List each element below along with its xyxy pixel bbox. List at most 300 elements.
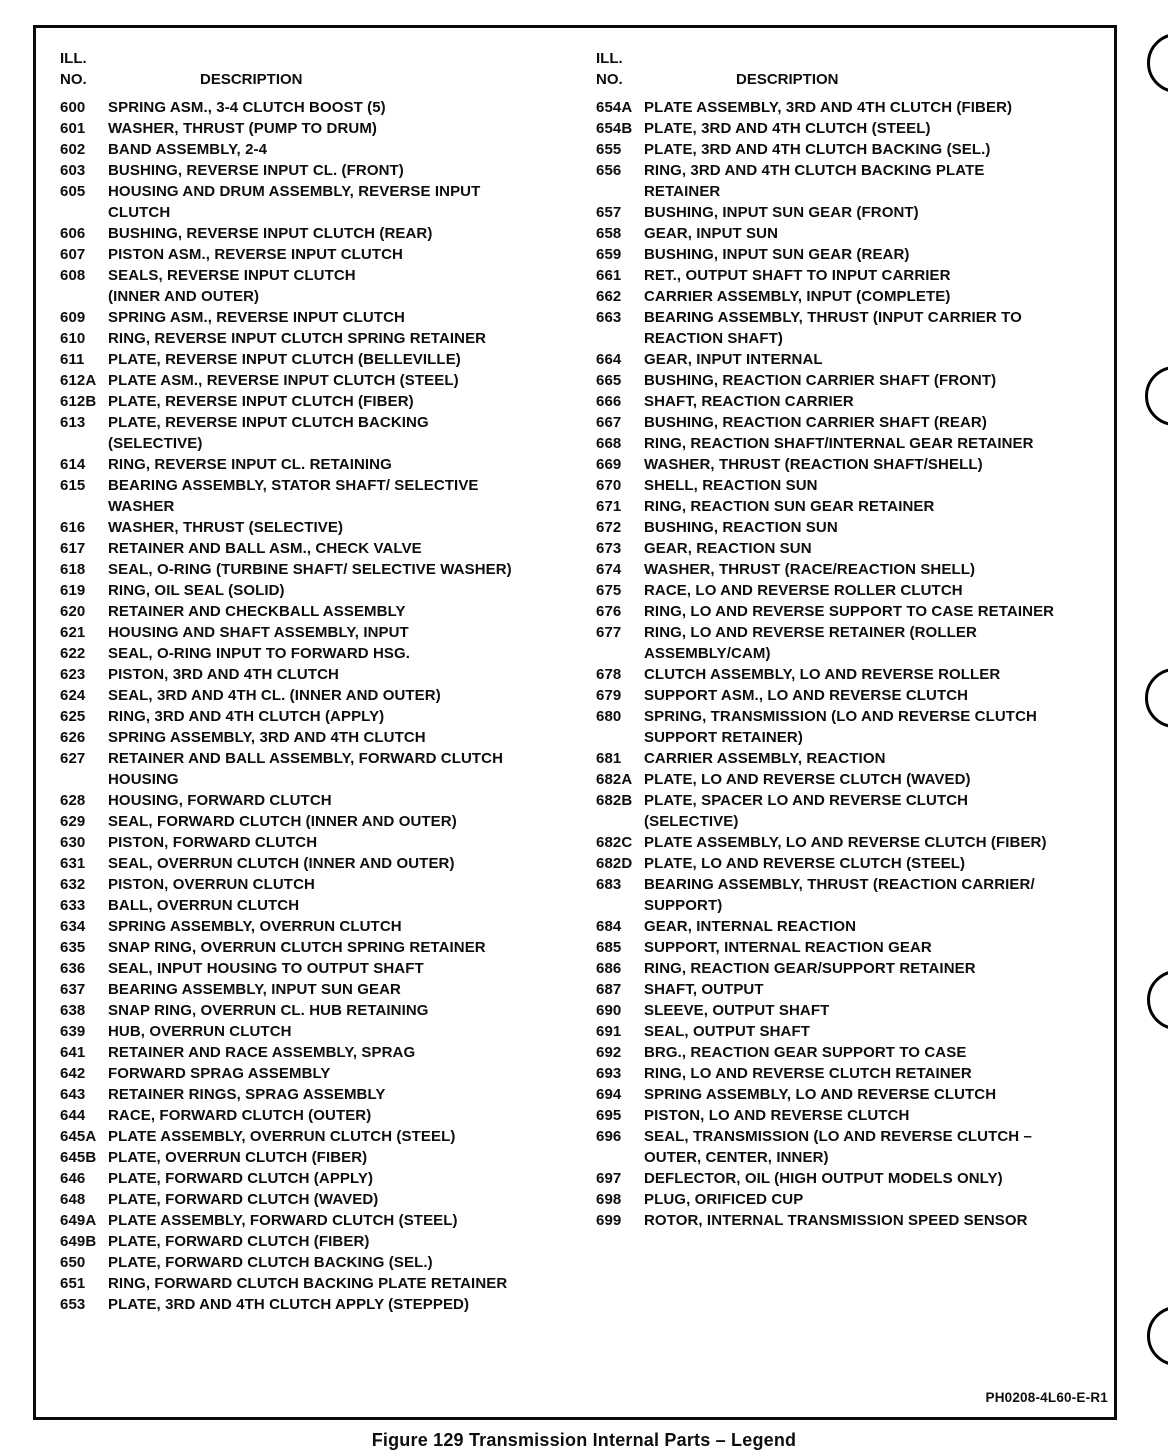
- part-description: RING, 3RD AND 4TH CLUTCH BACKING PLATE RETAINER: [644, 162, 985, 200]
- part-description: PLATE, 3RD AND 4TH CLUTCH BACKING (SEL.): [644, 141, 991, 158]
- part-row: [60, 328, 565, 349]
- part-description: PLATE ASSEMBLY, OVERRUN CLUTCH (STEEL): [108, 1128, 456, 1145]
- part-row: [596, 349, 1121, 370]
- description-header: DESCRIPTION: [736, 71, 839, 88]
- part-description: PLATE, 3RD AND 4TH CLUTCH APPLY (STEPPED): [108, 1296, 470, 1313]
- part-description: SEAL, O-RING (TURBINE SHAFT/ SELECTIVE WASHER): [108, 561, 512, 578]
- parts-list-right: [596, 97, 1121, 1231]
- part-description: CARRIER ASSEMBLY, REACTION: [644, 750, 886, 767]
- part-number: 602: [60, 141, 86, 158]
- part-row: [60, 538, 565, 559]
- part-number: 671: [596, 498, 622, 515]
- hole-punch-mark: [1147, 970, 1168, 1030]
- part-description: BUSHING, REACTION CARRIER SHAFT (REAR): [644, 414, 987, 431]
- part-row: [60, 244, 565, 265]
- part-row: [60, 811, 565, 832]
- part-row: [596, 706, 1121, 748]
- part-number: 613: [60, 414, 86, 431]
- part-description: BUSHING, INPUT SUN GEAR (FRONT): [644, 204, 919, 221]
- part-number: 692: [596, 1044, 622, 1061]
- part-row: [60, 412, 565, 454]
- part-row: [60, 139, 565, 160]
- part-description: PLATE, 3RD AND 4TH CLUTCH (STEEL): [644, 120, 931, 137]
- part-description: PLATE, REVERSE INPUT CLUTCH (BELLEVILLE): [108, 351, 461, 368]
- part-number: 654A: [596, 99, 633, 116]
- part-row: [596, 832, 1121, 853]
- part-row: [596, 601, 1121, 622]
- part-number: 628: [60, 792, 86, 809]
- parts-column-right: [596, 48, 1121, 1231]
- part-row: [596, 118, 1121, 139]
- part-number: 651: [60, 1275, 86, 1292]
- part-row: [60, 181, 565, 223]
- part-description: RING, REVERSE INPUT CLUTCH SPRING RETAINER: [108, 330, 487, 347]
- part-description: PLATE, REVERSE INPUT CLUTCH (FIBER): [108, 393, 414, 410]
- part-description: PLATE, REVERSE INPUT CLUTCH BACKING (SELECTIVE): [108, 414, 429, 452]
- part-number: 690: [596, 1002, 622, 1019]
- part-number: 605: [60, 183, 86, 200]
- part-description: GEAR, INPUT INTERNAL: [644, 351, 823, 368]
- column-header: [596, 48, 1121, 90]
- part-description: PLATE, FORWARD CLUTCH BACKING (SEL.): [108, 1254, 433, 1271]
- part-number: 616: [60, 519, 86, 536]
- part-description: PLATE ASSEMBLY, FORWARD CLUTCH (STEEL): [108, 1212, 458, 1229]
- part-row: [596, 1021, 1121, 1042]
- part-description: HOUSING AND SHAFT ASSEMBLY, INPUT: [108, 624, 409, 641]
- part-row: [60, 748, 565, 790]
- part-number: 687: [596, 981, 622, 998]
- part-row: [596, 223, 1121, 244]
- part-row: [596, 1042, 1121, 1063]
- part-row: [596, 664, 1121, 685]
- part-number: 611: [60, 351, 85, 368]
- part-row: [60, 517, 565, 538]
- part-number: 622: [60, 645, 86, 662]
- part-description: BRG., REACTION GEAR SUPPORT TO CASE: [644, 1044, 967, 1061]
- part-row: [596, 97, 1121, 118]
- part-description: RING, LO AND REVERSE SUPPORT TO CASE RETAINER: [644, 603, 1055, 620]
- part-row: [596, 244, 1121, 265]
- part-row: [60, 559, 565, 580]
- part-number: 646: [60, 1170, 86, 1187]
- column-header: [60, 48, 565, 90]
- part-number: 612B: [60, 393, 97, 410]
- part-description: SNAP RING, OVERRUN CLUTCH SPRING RETAINER: [108, 939, 486, 956]
- part-number: 623: [60, 666, 86, 683]
- part-number: 654B: [596, 120, 633, 137]
- part-description: PISTON, LO AND REVERSE CLUTCH: [644, 1107, 910, 1124]
- part-number: 610: [60, 330, 86, 347]
- part-row: [60, 1168, 565, 1189]
- part-description: RETAINER RINGS, SPRAG ASSEMBLY: [108, 1086, 386, 1103]
- part-number: 649B: [60, 1233, 97, 1250]
- part-description: SPRING ASSEMBLY, LO AND REVERSE CLUTCH: [644, 1086, 997, 1103]
- part-number: 618: [60, 561, 86, 578]
- part-row: [60, 454, 565, 475]
- part-description: SUPPORT, INTERNAL REACTION GEAR: [644, 939, 932, 956]
- part-description: GEAR, REACTION SUN: [644, 540, 812, 557]
- part-number: 668: [596, 435, 622, 452]
- part-row: [60, 727, 565, 748]
- part-number: 631: [60, 855, 86, 872]
- part-row: [596, 1000, 1121, 1021]
- part-number: 670: [596, 477, 622, 494]
- part-number: 669: [596, 456, 622, 473]
- part-number: 676: [596, 603, 622, 620]
- part-description: SPRING, TRANSMISSION (LO AND REVERSE CLUTCH SUPPORT RETAINER): [644, 708, 1037, 746]
- part-number: 675: [596, 582, 622, 599]
- part-number: 665: [596, 372, 622, 389]
- part-number: 635: [60, 939, 86, 956]
- part-description: PISTON ASM., REVERSE INPUT CLUTCH: [108, 246, 403, 263]
- part-description: RETAINER AND CHECKBALL ASSEMBLY: [108, 603, 406, 620]
- part-number: 645B: [60, 1149, 97, 1166]
- part-description: RING, REACTION SHAFT/INTERNAL GEAR RETAINER: [644, 435, 1034, 452]
- part-number: 608: [60, 267, 86, 284]
- part-row: [596, 1210, 1121, 1231]
- part-row: [60, 958, 565, 979]
- part-row: [60, 1000, 565, 1021]
- part-row: [596, 286, 1121, 307]
- part-row: [60, 1189, 565, 1210]
- part-row: [60, 160, 565, 181]
- part-description: PLATE, SPACER LO AND REVERSE CLUTCH (SELECTIVE): [644, 792, 969, 830]
- part-description: CLUTCH ASSEMBLY, LO AND REVERSE ROLLER: [644, 666, 1001, 683]
- part-number: 634: [60, 918, 86, 935]
- part-description: SEAL, OUTPUT SHAFT: [644, 1023, 810, 1040]
- part-description: PLATE ASSEMBLY, LO AND REVERSE CLUTCH (FIBER): [644, 834, 1047, 851]
- part-description: PLATE, FORWARD CLUTCH (FIBER): [108, 1233, 370, 1250]
- part-row: [60, 1231, 565, 1252]
- part-row: [596, 916, 1121, 937]
- part-row: [60, 1210, 565, 1231]
- hole-punch-mark: [1147, 33, 1168, 93]
- part-number: 695: [596, 1107, 622, 1124]
- part-number: 632: [60, 876, 86, 893]
- part-number: 681: [596, 750, 622, 767]
- part-number: 680: [596, 708, 622, 725]
- part-row: [60, 349, 565, 370]
- part-number: 601: [60, 120, 86, 137]
- part-number: 627: [60, 750, 86, 767]
- part-description: RING, REACTION SUN GEAR RETAINER: [644, 498, 935, 515]
- part-description: RING, FORWARD CLUTCH BACKING PLATE RETAINER: [108, 1275, 508, 1292]
- part-number: 603: [60, 162, 86, 179]
- part-row: [60, 580, 565, 601]
- part-description: PLUG, ORIFICED CUP: [644, 1191, 804, 1208]
- part-description: BEARING ASSEMBLY, INPUT SUN GEAR: [108, 981, 401, 998]
- part-row: [60, 685, 565, 706]
- part-row: [60, 601, 565, 622]
- part-number: 684: [596, 918, 622, 935]
- part-number: 639: [60, 1023, 86, 1040]
- part-row: [60, 895, 565, 916]
- part-row: [60, 307, 565, 328]
- part-description: BUSHING, INPUT SUN GEAR (REAR): [644, 246, 910, 263]
- part-row: [60, 853, 565, 874]
- part-number: 677: [596, 624, 622, 641]
- part-number: 667: [596, 414, 622, 431]
- part-number: 694: [596, 1086, 622, 1103]
- part-description: BALL, OVERRUN CLUTCH: [108, 897, 300, 914]
- part-number: 620: [60, 603, 86, 620]
- ill-header: ILL.: [596, 50, 623, 67]
- part-number: 638: [60, 1002, 86, 1019]
- part-description: PLATE ASSEMBLY, 3RD AND 4TH CLUTCH (FIBER): [644, 99, 1013, 116]
- part-description: SEAL, TRANSMISSION (LO AND REVERSE CLUTCH – OUTER, CENTER, INNER): [644, 1128, 1032, 1166]
- part-description: SNAP RING, OVERRUN CL. HUB RETAINING: [108, 1002, 429, 1019]
- part-row: [596, 979, 1121, 1000]
- part-number: 600: [60, 99, 86, 116]
- part-row: [596, 769, 1121, 790]
- part-description: BUSHING, REVERSE INPUT CLUTCH (REAR): [108, 225, 433, 242]
- part-number: 655: [596, 141, 622, 158]
- part-number: 649A: [60, 1212, 97, 1229]
- document-code: PH0208-4L60-E-R1: [985, 1390, 1108, 1405]
- figure-caption: Figure 129 Transmission Internal Parts – Legend: [371, 1430, 797, 1450]
- part-row: [60, 622, 565, 643]
- part-description: RING, REACTION GEAR/SUPPORT RETAINER: [644, 960, 976, 977]
- part-description: DEFLECTOR, OIL (HIGH OUTPUT MODELS ONLY): [644, 1170, 1003, 1187]
- part-row: [60, 790, 565, 811]
- part-row: [60, 1084, 565, 1105]
- part-description: HOUSING, FORWARD CLUTCH: [108, 792, 332, 809]
- part-number: 683: [596, 876, 622, 893]
- part-row: [596, 1084, 1121, 1105]
- part-description: ROTOR, INTERNAL TRANSMISSION SPEED SENSOR: [644, 1212, 1028, 1229]
- part-number: 650: [60, 1254, 86, 1271]
- part-description: SHAFT, OUTPUT: [644, 981, 764, 998]
- part-number: 685: [596, 939, 622, 956]
- part-description: SPRING ASM., REVERSE INPUT CLUTCH: [108, 309, 405, 326]
- part-description: BUSHING, REACTION CARRIER SHAFT (FRONT): [644, 372, 997, 389]
- part-number: 697: [596, 1170, 622, 1187]
- part-description: RACE, FORWARD CLUTCH (OUTER): [108, 1107, 372, 1124]
- part-row: [596, 202, 1121, 223]
- part-description: SPRING ASM., 3-4 CLUTCH BOOST (5): [108, 99, 386, 116]
- part-description: RETAINER AND BALL ASSEMBLY, FORWARD CLUTCH HOUSING: [108, 750, 504, 788]
- part-row: [596, 454, 1121, 475]
- part-row: [596, 475, 1121, 496]
- part-description: SPRING ASSEMBLY, OVERRUN CLUTCH: [108, 918, 402, 935]
- hole-punch-mark: [1145, 668, 1168, 728]
- part-number: 666: [596, 393, 622, 410]
- parts-list-left: [60, 97, 565, 1315]
- part-row: [596, 853, 1121, 874]
- part-description: PISTON, OVERRUN CLUTCH: [108, 876, 315, 893]
- part-row: [596, 391, 1121, 412]
- part-description: SEAL, O-RING INPUT TO FORWARD HSG.: [108, 645, 411, 662]
- part-number: 607: [60, 246, 86, 263]
- part-number: 664: [596, 351, 622, 368]
- part-number: 633: [60, 897, 86, 914]
- part-number: 661: [596, 267, 622, 284]
- part-description: WASHER, THRUST (RACE/REACTION SHELL): [644, 561, 976, 578]
- part-description: RING, LO AND REVERSE RETAINER (ROLLER ASSEMBLY/CAM): [644, 624, 977, 662]
- part-number: 662: [596, 288, 622, 305]
- part-number: 609: [60, 309, 86, 326]
- part-number: 686: [596, 960, 622, 977]
- part-row: [60, 118, 565, 139]
- part-row: [596, 160, 1121, 202]
- description-header: DESCRIPTION: [200, 71, 303, 88]
- parts-column-left: [60, 48, 565, 1315]
- part-row: [596, 265, 1121, 286]
- part-description: RETAINER AND RACE ASSEMBLY, SPRAG: [108, 1044, 416, 1061]
- part-row: [596, 139, 1121, 160]
- part-description: PLATE, OVERRUN CLUTCH (FIBER): [108, 1149, 368, 1166]
- part-number: 625: [60, 708, 86, 725]
- part-description: WASHER, THRUST (PUMP TO DRUM): [108, 120, 378, 137]
- part-description: PLATE ASM., REVERSE INPUT CLUTCH (STEEL): [108, 372, 459, 389]
- part-description: SPRING ASSEMBLY, 3RD AND 4TH CLUTCH: [108, 729, 426, 746]
- part-description: BEARING ASSEMBLY, THRUST (INPUT CARRIER TO REACTION SHAFT): [644, 309, 1022, 347]
- part-description: BUSHING, REACTION SUN: [644, 519, 838, 536]
- part-description: BEARING ASSEMBLY, STATOR SHAFT/ SELECTIVE WASHER: [108, 477, 479, 515]
- part-row: [596, 370, 1121, 391]
- part-number: 679: [596, 687, 622, 704]
- part-description: HUB, OVERRUN CLUTCH: [108, 1023, 292, 1040]
- part-number: 691: [596, 1023, 622, 1040]
- part-row: [596, 517, 1121, 538]
- part-row: [60, 979, 565, 1000]
- part-description: SHELL, REACTION SUN: [644, 477, 818, 494]
- part-row: [596, 307, 1121, 349]
- part-number: 653: [60, 1296, 86, 1313]
- part-number: 624: [60, 687, 86, 704]
- part-number: 629: [60, 813, 86, 830]
- part-number: 693: [596, 1065, 622, 1082]
- part-description: PISTON, FORWARD CLUTCH: [108, 834, 318, 851]
- part-number: 696: [596, 1128, 622, 1145]
- part-description: RING, 3RD AND 4TH CLUTCH (APPLY): [108, 708, 385, 725]
- part-row: [596, 538, 1121, 559]
- part-number: 637: [60, 981, 86, 998]
- part-description: BEARING ASSEMBLY, THRUST (REACTION CARRIER/ SUPPORT): [644, 876, 1035, 914]
- part-number: 621: [60, 624, 86, 641]
- part-number: 644: [60, 1107, 86, 1124]
- part-row: [596, 685, 1121, 706]
- part-number: 614: [60, 456, 86, 473]
- part-number: 673: [596, 540, 622, 557]
- part-description: BUSHING, REVERSE INPUT CL. (FRONT): [108, 162, 404, 179]
- part-row: [596, 412, 1121, 433]
- part-row: [60, 832, 565, 853]
- part-description: GEAR, INPUT SUN: [644, 225, 779, 242]
- part-number: 674: [596, 561, 622, 578]
- part-description: PLATE, FORWARD CLUTCH (APPLY): [108, 1170, 374, 1187]
- part-description: PLATE, LO AND REVERSE CLUTCH (STEEL): [644, 855, 966, 872]
- part-description: RING, REVERSE INPUT CL. RETAINING: [108, 456, 392, 473]
- part-description: WASHER, THRUST (REACTION SHAFT/SHELL): [644, 456, 983, 473]
- ill-header: ILL.: [60, 50, 87, 67]
- part-row: [60, 1063, 565, 1084]
- part-description: GEAR, INTERNAL REACTION: [644, 918, 857, 935]
- part-row: [60, 1042, 565, 1063]
- part-row: [60, 370, 565, 391]
- part-description: SEAL, OVERRUN CLUTCH (INNER AND OUTER): [108, 855, 455, 872]
- part-description: SEAL, INPUT HOUSING TO OUTPUT SHAFT: [108, 960, 424, 977]
- part-description: SLEEVE, OUTPUT SHAFT: [644, 1002, 830, 1019]
- part-description: SUPPORT ASM., LO AND REVERSE CLUTCH: [644, 687, 969, 704]
- part-number: 648: [60, 1191, 86, 1208]
- part-description: CARRIER ASSEMBLY, INPUT (COMPLETE): [644, 288, 951, 305]
- part-row: [60, 643, 565, 664]
- part-row: [60, 97, 565, 118]
- part-number: 606: [60, 225, 86, 242]
- part-number: 630: [60, 834, 86, 851]
- part-description: SEALS, REVERSE INPUT CLUTCH (INNER AND OUTER): [108, 267, 356, 305]
- part-number: 643: [60, 1086, 86, 1103]
- part-description: RET., OUTPUT SHAFT TO INPUT CARRIER: [644, 267, 951, 284]
- part-row: [596, 433, 1121, 454]
- part-description: HOUSING AND DRUM ASSEMBLY, REVERSE INPUT CLUTCH: [108, 183, 481, 221]
- part-row: [60, 916, 565, 937]
- part-row: [596, 958, 1121, 979]
- part-description: SEAL, 3RD AND 4TH CL. (INNER AND OUTER): [108, 687, 441, 704]
- part-number: 636: [60, 960, 86, 977]
- part-row: [60, 706, 565, 727]
- part-row: [596, 874, 1121, 916]
- part-number: 642: [60, 1065, 86, 1082]
- part-row: [596, 496, 1121, 517]
- part-row: [60, 937, 565, 958]
- part-description: PISTON, 3RD AND 4TH CLUTCH: [108, 666, 339, 683]
- part-row: [596, 937, 1121, 958]
- part-number: 619: [60, 582, 86, 599]
- part-number: 657: [596, 204, 622, 221]
- part-number: 699: [596, 1212, 622, 1229]
- part-row: [60, 265, 565, 307]
- part-number: 612A: [60, 372, 97, 389]
- part-row: [60, 391, 565, 412]
- no-header: NO.: [60, 71, 87, 88]
- part-row: [60, 223, 565, 244]
- part-number: 672: [596, 519, 622, 536]
- part-row: [60, 1294, 565, 1315]
- part-number: 663: [596, 309, 622, 326]
- part-description: SHAFT, REACTION CARRIER: [644, 393, 854, 410]
- part-description: PLATE, LO AND REVERSE CLUTCH (WAVED): [644, 771, 971, 788]
- part-description: BAND ASSEMBLY, 2-4: [108, 141, 268, 158]
- part-row: [596, 580, 1121, 601]
- part-description: RETAINER AND BALL ASM., CHECK VALVE: [108, 540, 422, 557]
- part-number: 682B: [596, 792, 633, 809]
- part-number: 698: [596, 1191, 622, 1208]
- part-description: RING, LO AND REVERSE CLUTCH RETAINER: [644, 1065, 972, 1082]
- part-number: 682D: [596, 855, 633, 872]
- part-row: [60, 1252, 565, 1273]
- part-row: [60, 874, 565, 895]
- part-number: 656: [596, 162, 622, 179]
- part-row: [60, 1105, 565, 1126]
- part-number: 682C: [596, 834, 633, 851]
- part-description: RING, OIL SEAL (SOLID): [108, 582, 285, 599]
- part-row: [596, 1105, 1121, 1126]
- hole-punch-mark: [1147, 1306, 1168, 1366]
- part-row: [596, 1189, 1121, 1210]
- part-row: [60, 1147, 565, 1168]
- part-row: [596, 622, 1121, 664]
- part-row: [60, 1126, 565, 1147]
- part-description: WASHER, THRUST (SELECTIVE): [108, 519, 344, 536]
- no-header: NO.: [596, 71, 623, 88]
- part-row: [596, 1168, 1121, 1189]
- part-row: [60, 475, 565, 517]
- part-row: [60, 1021, 565, 1042]
- part-row: [60, 1273, 565, 1294]
- part-number: 658: [596, 225, 622, 242]
